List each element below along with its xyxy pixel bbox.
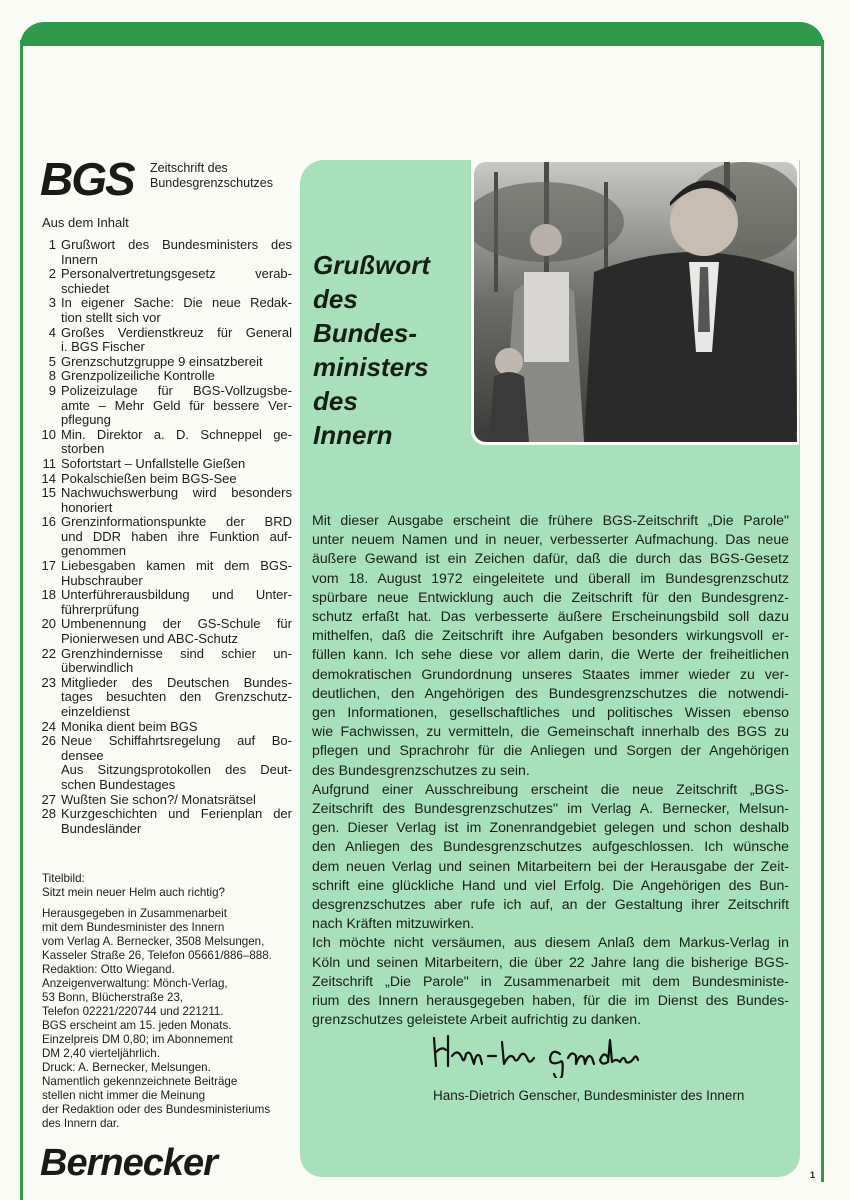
imprint-line: Anzeigenverwaltung: Mönch-Verlag, — [42, 977, 228, 990]
toc-item — [36, 807, 292, 836]
toc-page-number: 28 — [41, 806, 56, 822]
toc-page-number: 22 — [41, 645, 56, 661]
toc-page-number: 2 — [48, 266, 56, 282]
toc-title — [61, 486, 292, 515]
toc-title-line: amte – Mehr Geld für bessere Ver- — [61, 397, 292, 413]
toc-title — [61, 676, 292, 720]
handwritten-signature — [430, 1028, 670, 1078]
article-line: füllen kann. Ich sehe diese vor allem darin, die Werte der freiheitlichen — [312, 646, 789, 663]
toc-title — [61, 734, 292, 763]
article-body — [312, 511, 789, 1029]
toc-item — [36, 617, 292, 646]
toc-title — [61, 384, 292, 428]
toc-item — [36, 355, 292, 370]
title-line: ministers — [313, 352, 429, 382]
toc-title-line: Innern — [61, 251, 98, 267]
article-line: deutlichen, den Angehörigen des Bundesgrenzschutzes die notwendi- — [312, 684, 789, 701]
toc-title-line: Unterführerausbildung und Unter- — [61, 587, 292, 603]
imprint-line: vom Verlag A. Bernecker, 3508 Melsungen, — [42, 935, 265, 948]
title-line: Innern — [313, 420, 393, 450]
bgs-logo: BGS — [40, 153, 134, 205]
toc-title-line: Kurzgeschichten und Ferienplan der — [61, 806, 292, 822]
article-line: unter neuem Namen und in neuer, verbesserter Aufmachung. Das neue — [312, 531, 789, 548]
toc-title-line: Polizeizulage für BGS-Vollzugsbe- — [61, 382, 292, 398]
toc-title — [61, 267, 292, 296]
toc-page-number: 8 — [48, 368, 56, 384]
toc-title-line: Mitglieder des Deutschen Bundes- — [61, 674, 292, 690]
article-line: demokratischen Grundordnung unseres Staates immer wieder zu ver- — [312, 665, 789, 682]
toc-item — [36, 457, 292, 472]
toc-title — [61, 793, 292, 808]
toc-title-line: Neue Schiffahrtsregelung auf Bo- — [61, 733, 292, 749]
toc-title-line: Min. Direktor a. D. Schneppel ge- — [61, 426, 292, 442]
article-line: Zeitschrift des Bundesgrenzschutzes" im Verlag A. Bernecker, Melsun- — [312, 800, 789, 817]
frame-inner — [23, 46, 821, 76]
imprint-line: 53 Bonn, Blücherstraße 23, — [42, 991, 184, 1004]
article-line: Köln und seinen Mitarbeitern, die über 22 Jahre lang die bisherige BGS- — [312, 953, 789, 970]
toc-page-number: 14 — [41, 470, 56, 486]
toc-title-line: und DDR haben ihre Funktion auf- — [61, 528, 292, 544]
toc-title — [61, 807, 292, 836]
toc-page-number: 20 — [41, 616, 56, 632]
toc-title — [61, 763, 292, 792]
toc-title-line: Grenzhindernisse sind schier un- — [61, 645, 292, 661]
toc-item — [36, 793, 292, 808]
toc-title-line: schen Bundestages — [61, 776, 176, 792]
article-line: den Anliegen des Bundesgrenzschutzes aufgeschlossen. Ich wünsche — [312, 838, 789, 855]
article-paragraph — [312, 780, 789, 934]
imprint-line: Telefon 02221/220744 und 221211. — [42, 1005, 224, 1018]
toc-title-line: genommen — [61, 543, 127, 559]
toc-item — [36, 369, 292, 384]
toc-page-number: 10 — [41, 426, 56, 442]
toc-title — [61, 617, 292, 646]
toc-page-number: 11 — [42, 455, 56, 471]
article-line: dem neuen Verlag und seinen Mitarbeitern bei der Herausgabe der Zeit- — [312, 857, 789, 874]
toc-title — [61, 720, 292, 735]
frame-left-rule — [20, 40, 23, 1200]
toc-item — [36, 486, 292, 515]
toc-page-number — [36, 763, 56, 792]
toc-title-line: Liebesgaben kamen mit dem BGS- — [61, 558, 292, 574]
imprint-line: Einzelpreis DM 0,80; im Abonnement — [42, 1033, 233, 1046]
toc-title-line: Pokalschießen beim BGS-See — [61, 470, 237, 486]
toc-page-number: 9 — [48, 382, 56, 398]
article-line: grenzschutzes geleistete Arbeit aufrichtig zu danken. — [312, 1011, 642, 1028]
toc-item — [36, 472, 292, 487]
toc-title-line: Großes Verdienstkreuz für General — [61, 324, 292, 340]
article-line: nach Kräften mitzuwirken. — [312, 915, 475, 932]
imprint-line: Kasseler Straße 26, Telefon 05661/886–888. — [42, 949, 272, 962]
toc-title-line: Sofortstart – Unfallstelle Gießen — [61, 455, 246, 471]
cover-caption: Sitzt mein neuer Helm auch richtig? — [42, 886, 226, 899]
article-title — [313, 248, 430, 452]
toc-title — [61, 588, 292, 617]
toc-item — [36, 428, 292, 457]
toc-title-line: Umbenennung der GS-Schule für — [61, 616, 292, 632]
imprint-line: mit dem Bundesminister des Innern — [42, 921, 225, 934]
imprint-line: Namentlich gekennzeichnete Beiträge — [42, 1075, 238, 1088]
imprint-line: BGS erscheint am 15. jeden Monats. — [42, 1019, 232, 1032]
imprint-line: Druck: A. Bernecker, Melsungen. — [42, 1061, 211, 1074]
toc-item — [36, 559, 292, 588]
toc-title — [61, 238, 292, 267]
toc-item — [36, 515, 292, 559]
imprint — [42, 872, 292, 1138]
subtitle-line: Bundesgrenzschutzes — [150, 175, 273, 190]
toc-title-line: Grenzschutzgruppe 9 einsatzbereit — [61, 353, 263, 369]
article-line: rium des Innern herausgegeben haben, für die im Dienst des Bundes- — [312, 992, 789, 1009]
toc-title-line: Grußwort des Bundesministers des — [61, 237, 292, 252]
article-line: äußere Gewand ist ein Zeichen dafür, daß die durch das BGS-Gesetz — [312, 550, 789, 567]
toc-title-line: Pionierwesen und ABC-Schutz — [61, 631, 239, 647]
toc-title-line: Bundesländer — [61, 820, 142, 836]
toc-item — [36, 384, 292, 428]
toc-page-number: 4 — [48, 324, 56, 340]
publisher-logo: Bernecker — [40, 1142, 217, 1184]
article-line: spürbare neue Entwicklung auch die Zeitschrift für den Bundesgrenz- — [312, 588, 789, 605]
toc-title-line: einzeldienst — [61, 704, 130, 719]
article-line: Aufgrund einer Ausschreibung erscheint die neue Zeitschrift „BGS- — [312, 780, 789, 797]
imprint-line: Herausgegeben in Zusammenarbeit — [42, 907, 227, 920]
toc-title — [61, 355, 292, 370]
toc-title-line: schiedet — [61, 280, 110, 296]
toc-item — [36, 734, 292, 763]
toc-title-line: Monika dient beim BGS — [61, 718, 198, 734]
table-of-contents — [36, 238, 292, 836]
toc-page-number: 16 — [41, 514, 56, 530]
toc-page-number: 5 — [48, 353, 56, 369]
photo-minister-with-crowd — [474, 162, 797, 442]
cover-label: Titelbild: — [42, 872, 85, 885]
toc-title-line: Grenzinformationspunkte der BRD — [61, 514, 292, 530]
toc-title-line: Grenzpolizeiliche Kontrolle — [61, 368, 215, 384]
toc-title — [61, 296, 292, 325]
toc-item — [36, 763, 292, 792]
article-line: gen Informationen, gesellschaftliches und politisches Wissen ebenso — [312, 704, 789, 721]
masthead-subtitle — [150, 161, 273, 190]
article-paragraph — [312, 511, 789, 780]
toc-page-number: 3 — [48, 295, 56, 311]
toc-title-line: tages besuchten den Grenzschutz- — [61, 689, 292, 705]
article-line: pflegen und Sprachrohr für die Anliegen und Sorgen der Angehörigen — [312, 742, 789, 759]
toc-item — [36, 296, 292, 325]
article-line: mithelfen, daß die Zeitschrift ihre Aufgaben besonders wirkungsvoll er- — [312, 627, 789, 644]
toc-heading: Aus dem Inhalt — [42, 215, 129, 230]
toc-title — [61, 326, 292, 355]
imprint-text — [42, 907, 292, 1131]
toc-title-line: densee — [61, 747, 104, 763]
toc-title-line: tion stellt sich vor — [61, 309, 161, 325]
signature-caption: Hans-Dietrich Genscher, Bundesminister des Innern — [433, 1088, 745, 1103]
toc-title — [61, 515, 292, 559]
toc-title — [61, 559, 292, 588]
frame-top-band — [20, 22, 824, 46]
toc-page-number: 1 — [48, 237, 56, 252]
title-line: Bundes- — [313, 318, 417, 348]
toc-page-number: 24 — [41, 718, 56, 734]
page-number: 1 — [810, 1170, 816, 1180]
toc-title-line: führerprüfung — [61, 601, 140, 617]
article-line: schutz erfaßt hat. Das verbesserte äußere Erscheinungsbild soll dazu — [312, 608, 789, 625]
toc-title-line: pflegung — [61, 412, 111, 428]
imprint-line: des Innern dar. — [42, 1117, 120, 1130]
imprint-line: DM 2,40 vierteljährlich. — [42, 1047, 160, 1060]
toc-title — [61, 428, 292, 457]
article-photo — [471, 160, 799, 445]
toc-title — [61, 647, 292, 676]
toc-title — [61, 457, 292, 472]
toc-title-line: Aus Sitzungsprotokollen des Deut- — [61, 762, 292, 778]
toc-title-line: storben — [61, 441, 105, 457]
toc-title — [61, 472, 292, 487]
article-line: wie Fachwissen, zu vermitteln, die Gemeinschaft innerhalb des BGS zu — [312, 723, 789, 740]
toc-title-line: Wußten Sie schon?/ Monatsrätsel — [61, 791, 256, 807]
toc-page-number: 17 — [41, 558, 56, 574]
toc-page-number: 26 — [41, 733, 56, 749]
title-line: Grußwort — [313, 250, 430, 280]
toc-title-line: Hubschrauber — [61, 572, 143, 588]
title-line: des — [313, 284, 358, 314]
toc-title — [61, 369, 292, 384]
toc-item — [36, 588, 292, 617]
article-line: desgrenzschutzes aber rufe ich auf, an der Gestaltung ihrer Zeitschrift — [312, 896, 789, 913]
toc-item — [36, 720, 292, 735]
article-line: des Bundesgrenzschutzes zu sein. — [312, 761, 530, 778]
toc-title-line: honoriert — [61, 499, 113, 515]
article-line: vom 18. August 1972 eingeleitete und überall im Bundesgrenzschutz — [312, 569, 789, 586]
toc-item — [36, 326, 292, 355]
toc-page-number: 18 — [41, 587, 56, 603]
article-line: schrift eine glückliche Hand und viel Erfolg. Die Angehörigen des Bun- — [312, 876, 789, 893]
toc-page-number: 15 — [41, 485, 56, 501]
article-line: Ich möchte nicht versäumen, aus diesem Anlaß dem Markus-Verlag in — [312, 934, 789, 951]
article-paragraph — [312, 933, 789, 1029]
title-line: des — [313, 386, 358, 416]
toc-title-line: i. BGS Fischer — [61, 339, 145, 355]
toc-title-line: In eigener Sache: Die neue Redak- — [61, 295, 292, 311]
imprint-line: Redaktion: Otto Wiegand. — [42, 963, 175, 976]
article-line: Mit dieser Ausgabe erscheint die frühere BGS-Zeitschrift „Die Parole" — [312, 512, 789, 528]
article-line: Zeitschrift „Die Parole" in Zusammenarbeit mit dem Bundesministe- — [312, 972, 789, 989]
frame-right-rule — [821, 40, 824, 1182]
imprint-line: stellen nicht immer die Meinung — [42, 1089, 206, 1102]
signature — [430, 1028, 670, 1083]
imprint-line: der Redaktion oder des Bundesministeriums — [42, 1103, 271, 1116]
toc-page-number: 27 — [41, 791, 56, 807]
toc-item — [36, 267, 292, 296]
toc-title-line: Personalvertretungsgesetz verab- — [61, 266, 292, 282]
toc-item — [36, 238, 292, 267]
subtitle-line: Zeitschrift des — [150, 161, 228, 175]
toc-item — [36, 676, 292, 720]
toc-title-line: Nachwuchswerbung wird besonders — [61, 485, 292, 501]
toc-title-line: überwindlich — [61, 660, 134, 676]
article-line: gen. Dieser Verlag ist im Zonenrandgebiet gelegen und schon deshalb — [312, 819, 789, 836]
toc-page-number: 23 — [41, 674, 56, 690]
toc-item — [36, 647, 292, 676]
